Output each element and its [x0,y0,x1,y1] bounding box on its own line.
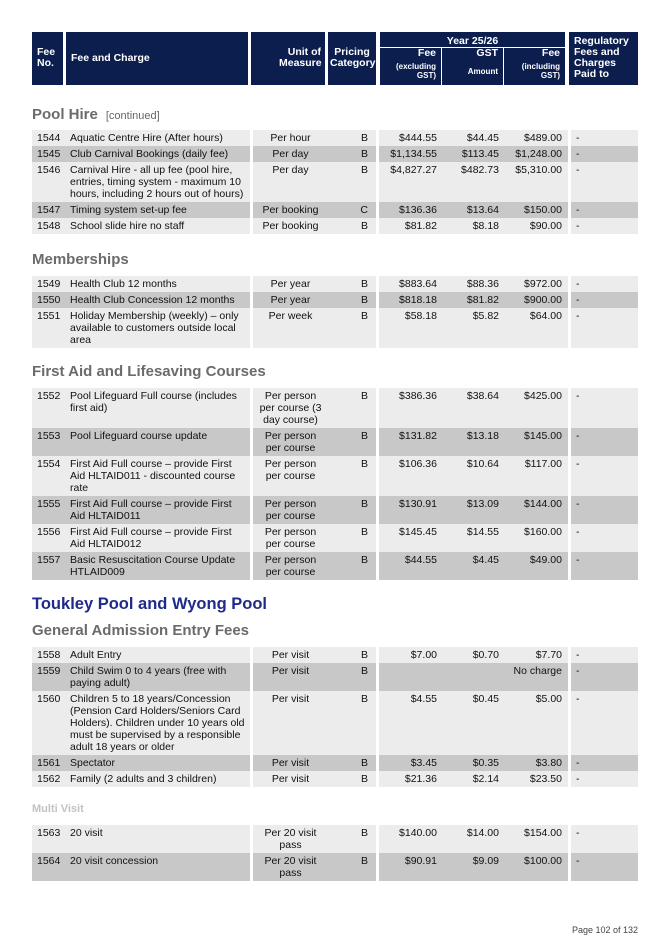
header-gst [444,48,498,76]
cell-unit: Per visit [250,755,328,771]
header-unit: Unit of Measure [251,32,325,85]
cell-cat: B [328,218,379,234]
cell-name: Basic Resuscitation Course Update HTLAID009 [66,552,250,580]
cell-cat: B [328,162,379,202]
cell-gst: $88.36 [443,276,505,292]
cell-reg: - [568,853,638,881]
cell-name: 20 visit concession [66,853,250,881]
cell-cat: B [328,663,379,691]
table-row [32,691,638,755]
cell-reg: - [568,755,638,771]
section-continued: [continued] [105,110,160,122]
cell-incl: $5.00 [505,691,568,755]
cell-name: Aquatic Centre Hire (After hours) [66,130,250,146]
cell-reg: - [568,308,638,348]
cell-unit: Per person per course [250,552,328,580]
cell-unit: Per visit [250,771,328,787]
cell-gst: $482.73 [443,162,505,202]
cell-name: Adult Entry [66,647,250,663]
table-row [32,552,638,580]
cell-gst: $113.45 [443,146,505,162]
cell-reg: - [568,647,638,663]
cell-excl: $21.36 [379,771,443,787]
header-gst-label: GST [476,47,498,59]
table-row [32,853,638,881]
cell-reg: - [568,663,638,691]
cell-reg: - [568,292,638,308]
cell-cat: B [328,388,379,428]
cell-gst: $13.09 [443,496,505,524]
cell-incl: $150.00 [505,202,568,218]
cell-unit: Per visit [250,691,328,755]
cell-name: Pool Lifeguard Full course (includes first aid) [66,388,250,428]
first-aid-table [32,388,638,580]
cell-excl: $44.55 [379,552,443,580]
cell-gst: $13.18 [443,428,505,456]
heading-toukley-wyong: Toukley Pool and Wyong Pool [32,595,267,613]
cell-excl: $4.55 [379,691,443,755]
cell-no: 1560 [32,691,66,755]
cell-unit: Per day [250,146,328,162]
cell-reg: - [568,456,638,496]
cell-cat: C [328,202,379,218]
cell-no: 1551 [32,308,66,348]
table-row [32,276,638,292]
table-row [32,218,638,234]
table-row [32,130,638,146]
cell-gst: $81.82 [443,292,505,308]
cell-unit: Per visit [250,647,328,663]
header-fee-incl-label: Fee [541,47,560,59]
cell-gst: $8.18 [443,218,505,234]
table-row [32,456,638,496]
cell-excl: $81.82 [379,218,443,234]
section-title-first-aid: First Aid and Lifesaving Courses [32,363,266,380]
cell-excl: $130.91 [379,496,443,524]
cell-incl: $144.00 [505,496,568,524]
cell-name: Health Club Concession 12 months [66,292,250,308]
header-fee-and-charge: Fee and Charge [66,32,248,85]
cell-cat: B [328,755,379,771]
cell-incl: $900.00 [505,292,568,308]
cell-incl: $160.00 [505,524,568,552]
cell-unit: Per person per course [250,524,328,552]
cell-reg: - [568,428,638,456]
cell-incl: $7.70 [505,647,568,663]
cell-no: 1555 [32,496,66,524]
cell-excl: $140.00 [379,825,443,853]
cell-excl: $1,134.55 [379,146,443,162]
cell-incl: $489.00 [505,130,568,146]
cell-cat: B [328,771,379,787]
cell-excl: $90.91 [379,853,443,881]
cell-excl: $131.82 [379,428,443,456]
cell-cat: B [328,292,379,308]
cell-gst: $0.70 [443,647,505,663]
cell-gst: $10.64 [443,456,505,496]
cell-reg: - [568,771,638,787]
table-row [32,496,638,524]
cell-excl: $444.55 [379,130,443,146]
section-title-text: Pool Hire [32,106,98,123]
cell-no: 1556 [32,524,66,552]
cell-no: 1558 [32,647,66,663]
header-gst-sub: Amount [467,67,498,76]
cell-name: First Aid Full course – provide First Aid HLTAID012 [66,524,250,552]
section-title-pool-hire [32,106,160,123]
cell-no: 1562 [32,771,66,787]
cell-incl: $972.00 [505,276,568,292]
table-row [32,308,638,348]
table-row [32,771,638,787]
cell-incl: $117.00 [505,456,568,496]
cell-cat: B [328,524,379,552]
cell-excl [379,663,443,691]
cell-excl: $7.00 [379,647,443,663]
cell-no: 1545 [32,146,66,162]
cell-unit: Per 20 visit pass [250,825,328,853]
cell-unit: Per person per course [250,428,328,456]
header-fee-incl-sub: (including GST) [521,62,560,80]
header-fee-excl-label: Fee [417,47,436,59]
cell-reg: - [568,388,638,428]
cell-reg: - [568,825,638,853]
cell-gst: $14.55 [443,524,505,552]
table-header [32,32,638,85]
cell-no: 1544 [32,130,66,146]
cell-reg: - [568,218,638,234]
cell-reg: - [568,552,638,580]
cell-cat: B [328,308,379,348]
cell-name: First Aid Full course – provide First Aid HLTAID011 - discounted course rate [66,456,250,496]
cell-reg: - [568,130,638,146]
table-row [32,162,638,202]
header-year-group [380,32,565,85]
cell-name: Holiday Membership (weekly) – only available to customers outside local area [66,308,250,348]
cell-cat: B [328,647,379,663]
header-fee-excl-sub: (excluding GST) [395,62,436,80]
cell-reg: - [568,146,638,162]
cell-unit: Per week [250,308,328,348]
memberships-table [32,276,638,348]
cell-cat: B [328,276,379,292]
table-row [32,755,638,771]
cell-name: Pool Lifeguard course update [66,428,250,456]
cell-incl: $100.00 [505,853,568,881]
cell-excl: $3.45 [379,755,443,771]
header-year: Year 25/26 [446,35,499,47]
cell-no: 1561 [32,755,66,771]
cell-incl: $145.00 [505,428,568,456]
cell-excl: $58.18 [379,308,443,348]
cell-reg: - [568,276,638,292]
header-fee-excl [380,48,436,80]
cell-no: 1547 [32,202,66,218]
cell-gst: $44.45 [443,130,505,146]
cell-gst: $0.45 [443,691,505,755]
cell-cat: B [328,552,379,580]
cell-unit: Per day [250,162,328,202]
cell-no: 1546 [32,162,66,202]
header-fee-no: Fee No. [32,32,63,85]
cell-unit: Per year [250,292,328,308]
table-row [32,202,638,218]
cell-cat: B [328,456,379,496]
cell-cat: B [328,691,379,755]
cell-name: Timing system set-up fee [66,202,250,218]
cell-excl: $106.36 [379,456,443,496]
cell-gst [443,663,505,691]
cell-no: 1557 [32,552,66,580]
header-divider [441,48,442,85]
cell-cat: B [328,853,379,881]
table-row [32,825,638,853]
cell-excl: $136.36 [379,202,443,218]
table-row [32,663,638,691]
cell-reg: - [568,162,638,202]
header-fee-incl [510,48,560,80]
cell-excl: $145.45 [379,524,443,552]
cell-gst: $38.64 [443,388,505,428]
cell-reg: - [568,691,638,755]
table-row [32,146,638,162]
cell-unit: Per booking [250,218,328,234]
cell-reg: - [568,202,638,218]
cell-incl: $49.00 [505,552,568,580]
multi-visit-table [32,825,638,881]
table-row [32,388,638,428]
cell-incl: $64.00 [505,308,568,348]
cell-excl: $4,827.27 [379,162,443,202]
cell-incl: No charge [505,663,568,691]
cell-cat: B [328,130,379,146]
cell-no: 1549 [32,276,66,292]
cell-unit: Per year [250,276,328,292]
pool-hire-table [32,130,638,234]
cell-gst: $5.82 [443,308,505,348]
cell-excl: $818.18 [379,292,443,308]
cell-excl: $386.36 [379,388,443,428]
table-row [32,647,638,663]
cell-reg: - [568,524,638,552]
cell-name: School slide hire no staff [66,218,250,234]
cell-name: Children 5 to 18 years/Concession (Pension Card Holders/Seniors Card Holders). Children under 10 years old must be supervised by a responsible adult 18 years or older [66,691,250,755]
cell-gst: $2.14 [443,771,505,787]
cell-name: Club Carnival Bookings (daily fee) [66,146,250,162]
cell-no: 1553 [32,428,66,456]
cell-name: 20 visit [66,825,250,853]
cell-gst: $4.45 [443,552,505,580]
cell-name: Family (2 adults and 3 children) [66,771,250,787]
cell-incl: $90.00 [505,218,568,234]
cell-cat: B [328,428,379,456]
cell-name: Child Swim 0 to 4 years (free with paying adult) [66,663,250,691]
cell-name: First Aid Full course – provide First Aid HLTAID011 [66,496,250,524]
table-row [32,428,638,456]
section-title-memberships: Memberships [32,251,129,268]
cell-incl: $5,310.00 [505,162,568,202]
header-pricing: Pricing Category [328,32,376,85]
cell-no: 1554 [32,456,66,496]
section-title-multi-visit: Multi Visit [32,803,84,815]
cell-incl: $1,248.00 [505,146,568,162]
cell-incl: $3.80 [505,755,568,771]
header-regulatory: Regulatory Fees and Charges Paid to [569,32,638,85]
cell-no: 1548 [32,218,66,234]
cell-cat: B [328,825,379,853]
cell-gst: $9.09 [443,853,505,881]
cell-incl: $154.00 [505,825,568,853]
cell-no: 1550 [32,292,66,308]
page-number: Page 102 of 132 [571,925,638,935]
cell-unit: Per booking [250,202,328,218]
cell-unit: Per person per course [250,496,328,524]
cell-gst: $0.35 [443,755,505,771]
table-row [32,524,638,552]
cell-cat: B [328,146,379,162]
cell-unit: Per person per course [250,456,328,496]
cell-unit: Per visit [250,663,328,691]
cell-incl: $425.00 [505,388,568,428]
cell-no: 1552 [32,388,66,428]
general-admission-table [32,647,638,787]
cell-cat: B [328,496,379,524]
cell-gst: $14.00 [443,825,505,853]
cell-no: 1564 [32,853,66,881]
table-row [32,292,638,308]
cell-unit: Per person per course (3 day course) [250,388,328,428]
cell-excl: $883.64 [379,276,443,292]
cell-unit: Per hour [250,130,328,146]
cell-name: Spectator [66,755,250,771]
cell-incl: $23.50 [505,771,568,787]
cell-name: Health Club 12 months [66,276,250,292]
cell-name: Carnival Hire - all up fee (pool hire, entries, timing system - maximum 10 hours, including 2 hours out of hours) [66,162,250,202]
section-title-general-admission: General Admission Entry Fees [32,622,250,639]
cell-gst: $13.64 [443,202,505,218]
header-divider [503,48,504,85]
cell-no: 1559 [32,663,66,691]
cell-reg: - [568,496,638,524]
cell-unit: Per 20 visit pass [250,853,328,881]
cell-no: 1563 [32,825,66,853]
